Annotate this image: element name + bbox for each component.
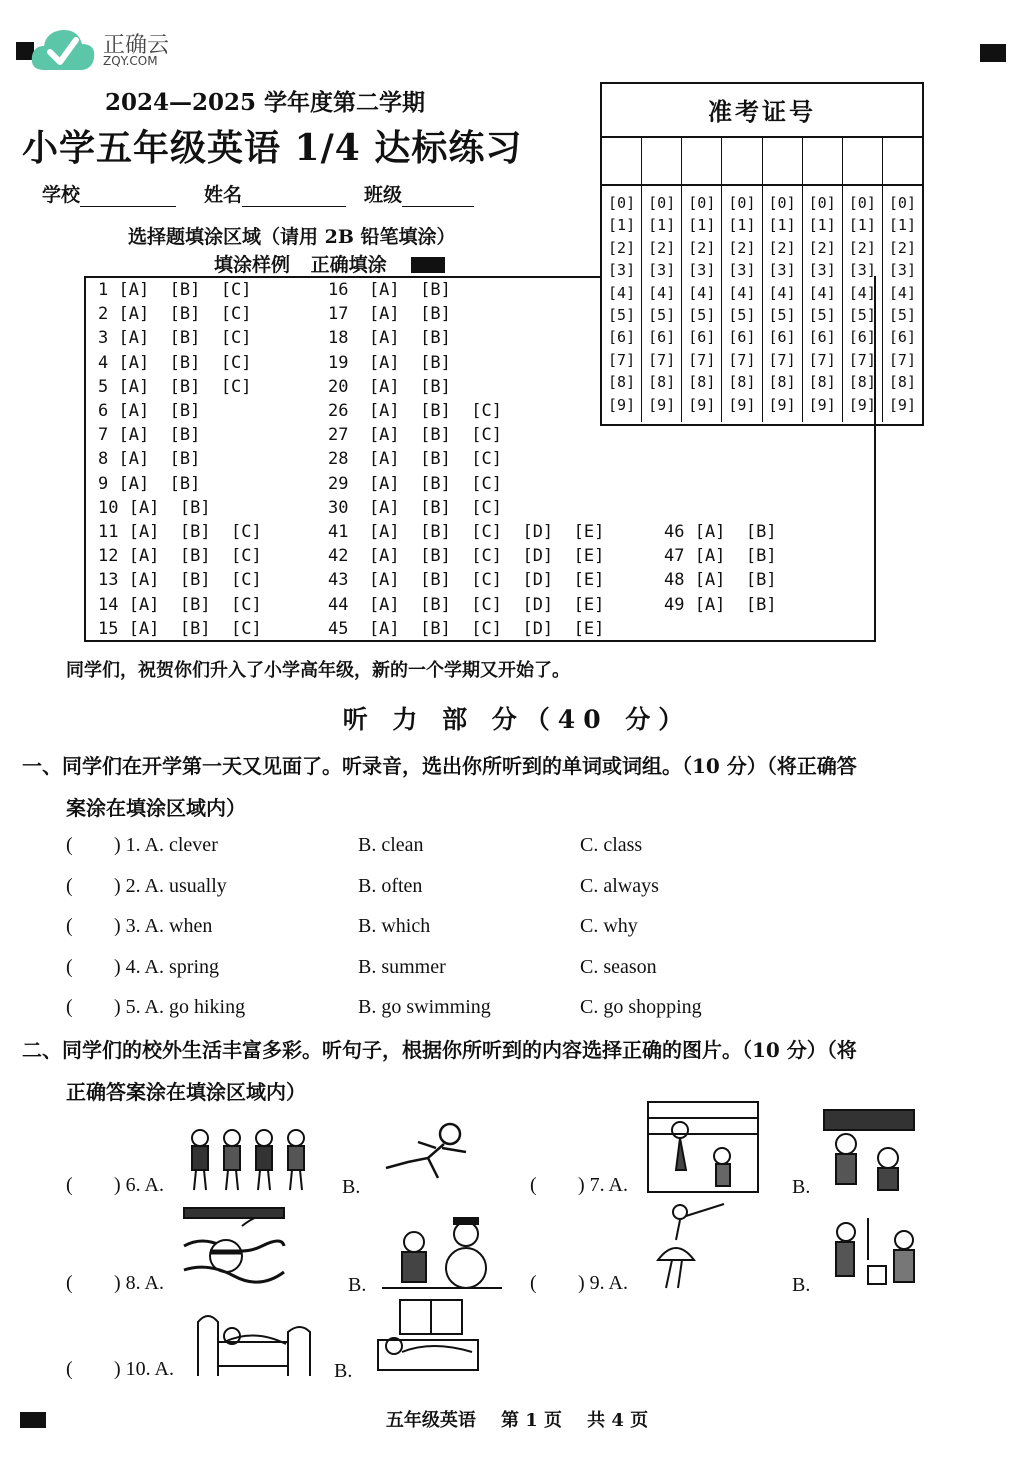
exam-digit-bubble[interactable]: [9] xyxy=(728,395,756,414)
exam-digit-bubble[interactable]: [6] xyxy=(768,328,796,347)
answer-row[interactable]: 5 [A] [B] [C] xyxy=(98,376,252,397)
answer-row[interactable]: 2 [A] [B] [C] xyxy=(98,304,252,325)
answer-row[interactable]: 6 [A] [B] xyxy=(98,401,201,421)
exam-digit-bubble[interactable]: [3] xyxy=(808,261,836,280)
exam-digit-bubble[interactable]: [0] xyxy=(768,194,796,212)
option-c: C. always xyxy=(580,874,659,897)
answer-row[interactable]: 29 [A] [B] [C] xyxy=(328,473,502,494)
exam-digit-bubble[interactable]: [3] xyxy=(608,261,636,280)
exam-digit-bubble[interactable]: [7] xyxy=(648,350,676,369)
fill-sample xyxy=(214,250,445,277)
answer-row[interactable]: 47 [A] [B] xyxy=(664,546,777,567)
answer-row[interactable]: 17 [A] [B] xyxy=(328,304,451,325)
exam-digit-bubble[interactable]: [5] xyxy=(848,306,876,325)
answer-row[interactable]: 12 [A] [B] [C] xyxy=(98,546,262,567)
q6-b-label: B. xyxy=(342,1176,361,1198)
q9-label: ) 9. A. xyxy=(578,1272,628,1294)
answer-blank-10[interactable]: ( xyxy=(66,1358,73,1380)
q8-b-snowman-picture[interactable] xyxy=(380,1212,504,1292)
exam-digit-bubble[interactable]: [2] xyxy=(608,238,636,257)
exam-number-title: 准考证号 xyxy=(602,84,922,138)
name-field[interactable] xyxy=(204,180,346,207)
exam-digit-bubble[interactable]: [6] xyxy=(688,328,716,347)
exam-digit-bubble[interactable]: [5] xyxy=(688,306,716,325)
answer-row[interactable]: 28 [A] [B] [C] xyxy=(328,449,502,470)
exam-digit-bubble[interactable]: [5] xyxy=(608,306,636,325)
exam-digit-bubble[interactable]: [4] xyxy=(688,283,716,302)
answer-blank[interactable]: ( xyxy=(66,955,73,978)
q6-label: ) 6. A. xyxy=(114,1174,164,1196)
school-label: 学校 xyxy=(42,184,81,206)
answer-row[interactable]: 49 [A] [B] xyxy=(664,594,777,615)
answer-row[interactable]: 27 [A] [B] [C] xyxy=(328,425,502,446)
exam-digit-bubble[interactable]: [7] xyxy=(768,350,796,369)
exam-number-write-cells[interactable] xyxy=(602,136,922,186)
answer-blank[interactable]: ( xyxy=(66,915,73,937)
section1-instruction-cont: 案涂在填涂区域内） xyxy=(66,796,246,820)
answer-row[interactable]: 10 [A] [B] xyxy=(98,497,211,518)
q6-b-running-picture[interactable] xyxy=(378,1118,482,1188)
exam-digit-bubble[interactable]: [5] xyxy=(648,306,676,325)
page-footer: 五年级英语 第 1 页 共 4 页 xyxy=(385,1410,649,1431)
school-field[interactable] xyxy=(42,180,176,207)
logo-domain: ZQY.COM xyxy=(103,54,158,68)
exam-digit-bubble[interactable]: [8] xyxy=(848,373,876,392)
exam-digit-bubble[interactable]: [5] xyxy=(888,306,916,325)
exam-digit-bubble[interactable]: [3] xyxy=(768,261,796,280)
exam-digit-bubble[interactable]: [0] xyxy=(728,194,756,212)
answer-blank-7[interactable]: ( xyxy=(530,1174,537,1196)
exam-digit-bubble[interactable]: [1] xyxy=(648,216,676,235)
answer-row[interactable]: 3 [A] [B] [C] xyxy=(98,328,252,349)
sample-label: 填涂样例 xyxy=(214,254,291,276)
exam-digit-bubble[interactable]: [6] xyxy=(728,328,756,347)
q6-a-children-picture[interactable] xyxy=(184,1126,314,1194)
exam-digit-bubble[interactable]: [1] xyxy=(688,216,716,235)
option-c: C. season xyxy=(580,955,657,978)
exam-digit-bubble[interactable]: [6] xyxy=(608,328,636,347)
exam-digit-bubble[interactable]: [8] xyxy=(608,373,636,392)
exam-digit-bubble[interactable]: [1] xyxy=(808,216,836,235)
answer-row[interactable]: 7 [A] [B] xyxy=(98,425,201,446)
exam-digit-bubble[interactable]: [2] xyxy=(768,238,796,257)
exam-digit-bubble[interactable]: [9] xyxy=(808,395,836,414)
page-title: 小学五年级英语 1/4 达标练习 xyxy=(22,127,523,169)
answer-row[interactable]: 8 [A] [B] xyxy=(98,449,201,470)
answer-row[interactable]: 30 [A] [B] [C] xyxy=(328,497,502,518)
option-b: B. summer xyxy=(358,955,446,978)
q8-label: ) 8. A. xyxy=(114,1272,164,1294)
section2-instruction: 二、同学们的校外生活丰富多彩。听句子，根据你所听到的内容选择正确的图片。（10 分）（将 xyxy=(22,1038,857,1062)
answer-row[interactable]: 13 [A] [B] [C] xyxy=(98,570,262,591)
exam-digit-bubble[interactable]: [1] xyxy=(728,216,756,235)
answer-row[interactable]: 26 [A] [B] [C] xyxy=(328,401,502,421)
exam-digit-bubble[interactable]: [9] xyxy=(768,395,796,414)
answer-row[interactable]: 44 [A] [B] [C] [D] [E] xyxy=(328,594,605,615)
exam-digit-bubble[interactable]: [9] xyxy=(888,395,916,414)
exam-digit-bubble[interactable]: [7] xyxy=(888,350,916,369)
exam-digit-bubble[interactable]: [4] xyxy=(608,283,636,302)
exam-digit-bubble[interactable]: [8] xyxy=(888,373,916,392)
option-b: B. often xyxy=(358,874,423,897)
answer-blank-9[interactable]: ( xyxy=(530,1272,537,1294)
q8-a-swimming-picture[interactable] xyxy=(182,1206,286,1290)
answer-row[interactable]: 18 [A] [B] xyxy=(328,328,451,349)
exam-digit-bubble[interactable]: [3] xyxy=(888,261,916,280)
option-a: ) 2. A. usually xyxy=(114,874,227,897)
exam-digit-bubble[interactable]: [8] xyxy=(728,373,756,392)
exam-digit-bubble[interactable]: [8] xyxy=(768,373,796,392)
section2-instruction-cont: 正确答案涂在填涂区域内） xyxy=(66,1080,306,1104)
exam-digit-bubble[interactable]: [2] xyxy=(848,238,876,257)
logo-cloud-icon xyxy=(30,26,96,72)
exam-digit-bubble[interactable]: [4] xyxy=(808,283,836,302)
option-a: ) 5. A. go hiking xyxy=(114,996,246,1018)
exam-digit-bubble[interactable]: [4] xyxy=(728,283,756,302)
section1-instruction: 一、同学们在开学第一天又见面了。听录音，选出你所听到的单词或词组。（10 分）（将正确答 xyxy=(22,754,857,778)
listening-title: 听 力 部 分（40 分） xyxy=(342,705,692,734)
exam-digit-bubble[interactable]: [9] xyxy=(608,395,636,414)
correct-label: 正确填涂 xyxy=(310,254,387,276)
exam-digit-bubble[interactable]: [6] xyxy=(888,328,916,347)
q10-b-bed-picture[interactable] xyxy=(372,1296,484,1378)
logo-text: 正确云 xyxy=(103,33,170,58)
exam-digit-bubble[interactable]: [2] xyxy=(688,238,716,257)
exam-digit-bubble[interactable]: [2] xyxy=(648,238,676,257)
exam-digit-bubble[interactable]: [9] xyxy=(648,395,676,414)
exam-digit-bubble[interactable]: [3] xyxy=(648,261,676,280)
exam-digit-bubble[interactable]: [7] xyxy=(808,350,836,369)
option-c: C. why xyxy=(580,915,638,937)
exam-digit-bubble[interactable]: [0] xyxy=(848,194,876,212)
option-b: B. go swimming xyxy=(358,996,491,1018)
exam-digit-bubble[interactable]: [7] xyxy=(848,350,876,369)
q9-b-planting-picture[interactable] xyxy=(828,1210,924,1292)
option-a: ) 4. A. spring xyxy=(114,955,219,978)
exam-digit-bubble[interactable]: [0] xyxy=(648,194,676,212)
option-b: B. which xyxy=(358,915,431,937)
answer-row[interactable]: 42 [A] [B] [C] [D] [E] xyxy=(328,546,605,567)
option-a: ) 1. A. clever xyxy=(114,834,218,856)
exam-digit-bubble[interactable]: [8] xyxy=(808,373,836,392)
answer-row[interactable]: 48 [A] [B] xyxy=(664,570,777,591)
answer-blank-6[interactable]: ( xyxy=(66,1174,73,1196)
exam-digit-bubble[interactable]: [0] xyxy=(688,194,716,212)
class-label: 班级 xyxy=(364,184,403,206)
q9-a-ballet-picture[interactable] xyxy=(650,1200,730,1292)
q7-b-label: B. xyxy=(792,1176,811,1198)
exam-digit-bubble[interactable]: [3] xyxy=(688,261,716,280)
option-b: B. clean xyxy=(358,834,424,856)
answer-area-heading: 选择题填涂区域（请用 2B 铅笔填涂） xyxy=(128,226,456,248)
name-label: 姓名 xyxy=(204,184,243,206)
answer-row[interactable]: 16 [A] [B] xyxy=(328,280,451,300)
exam-digit-bubble[interactable]: [0] xyxy=(608,194,636,212)
school-term: 2024—2025 学年度第二学期 xyxy=(105,89,426,116)
q10-b-label: B. xyxy=(334,1360,353,1382)
registration-mark-top-right xyxy=(980,44,1006,62)
exam-digit-bubble[interactable]: [6] xyxy=(848,328,876,347)
exam-digit-bubble[interactable]: [1] xyxy=(608,216,636,235)
q7-a-shopping-picture[interactable] xyxy=(646,1100,760,1194)
exam-digit-bubble[interactable]: [1] xyxy=(848,216,876,235)
filled-sample-box xyxy=(411,257,445,273)
exam-digit-bubble[interactable]: [7] xyxy=(728,350,756,369)
answer-blank[interactable]: ( xyxy=(66,834,73,856)
option-c: C. go shopping xyxy=(580,996,702,1018)
q10-label: ) 10. A. xyxy=(114,1358,174,1380)
exam-digit-bubble[interactable]: [0] xyxy=(888,194,916,212)
exam-digit-bubble[interactable]: [2] xyxy=(888,238,916,257)
option-c: C. class xyxy=(580,834,643,856)
answer-row[interactable]: 11 [A] [B] [C] xyxy=(98,522,262,542)
exam-digit-bubble[interactable]: [5] xyxy=(728,306,756,325)
answer-row[interactable]: 14 [A] [B] [C] xyxy=(98,594,262,615)
exam-digit-bubble[interactable]: [5] xyxy=(768,306,796,325)
exam-digit-bubble[interactable]: [6] xyxy=(808,328,836,347)
q9-b-label: B. xyxy=(792,1274,811,1296)
exam-digit-bubble[interactable]: [4] xyxy=(768,283,796,302)
exam-digit-bubble[interactable]: [4] xyxy=(648,283,676,302)
exam-digit-bubble[interactable]: [9] xyxy=(848,395,876,414)
q7-label: ) 7. A. xyxy=(578,1174,628,1196)
option-a: ) 3. A. when xyxy=(114,915,213,937)
exam-digit-bubble[interactable]: [4] xyxy=(888,283,916,302)
answer-row[interactable]: 1 [A] [B] [C] xyxy=(98,280,252,300)
exam-digit-bubble[interactable]: [2] xyxy=(808,238,836,257)
exam-digit-bubble[interactable]: [1] xyxy=(768,216,796,235)
q7-b-picnic-picture[interactable] xyxy=(822,1108,916,1194)
exam-digit-bubble[interactable]: [4] xyxy=(848,283,876,302)
answer-blank[interactable]: ( xyxy=(66,996,73,1018)
class-field[interactable] xyxy=(364,180,474,207)
exam-digit-bubble[interactable]: [7] xyxy=(688,350,716,369)
answer-row[interactable]: 4 [A] [B] [C] xyxy=(98,352,252,373)
greeting: 同学们，祝贺你们升入了小学高年级，新的一个学期又开始了。 xyxy=(66,660,570,681)
exam-digit-bubble[interactable]: [8] xyxy=(648,373,676,392)
q8-b-label: B. xyxy=(348,1274,367,1296)
exam-digit-bubble[interactable]: [7] xyxy=(608,350,636,369)
exam-digit-column[interactable] xyxy=(883,184,922,422)
answer-row[interactable]: 41 [A] [B] [C] [D] [E] xyxy=(328,522,605,542)
exam-digit-bubble[interactable]: [9] xyxy=(688,395,716,414)
exam-digit-bubble[interactable]: [0] xyxy=(808,194,836,212)
exam-digit-bubble[interactable]: [3] xyxy=(728,261,756,280)
answer-blank[interactable]: ( xyxy=(66,874,73,897)
q10-a-sleeping-picture[interactable] xyxy=(194,1302,312,1378)
exam-digit-bubble[interactable]: [8] xyxy=(688,373,716,392)
answer-blank-8[interactable]: ( xyxy=(66,1272,73,1294)
exam-digit-bubble[interactable]: [1] xyxy=(888,216,916,235)
exam-digit-bubble[interactable]: [2] xyxy=(728,238,756,257)
answer-row[interactable]: 15 [A] [B] [C] xyxy=(98,618,262,639)
answer-row[interactable]: 19 [A] [B] xyxy=(328,352,451,373)
answer-row[interactable]: 46 [A] [B] xyxy=(664,522,777,542)
exam-digit-bubble[interactable]: [5] xyxy=(808,306,836,325)
exam-digit-bubble[interactable]: [6] xyxy=(648,328,676,347)
answer-row[interactable]: 20 [A] [B] xyxy=(328,376,451,397)
answer-row[interactable]: 43 [A] [B] [C] [D] [E] xyxy=(328,570,605,591)
answer-row[interactable]: 45 [A] [B] [C] [D] [E] xyxy=(328,618,605,639)
answer-row[interactable]: 9 [A] [B] xyxy=(98,473,201,494)
exam-digit-bubble[interactable]: [3] xyxy=(848,261,876,280)
